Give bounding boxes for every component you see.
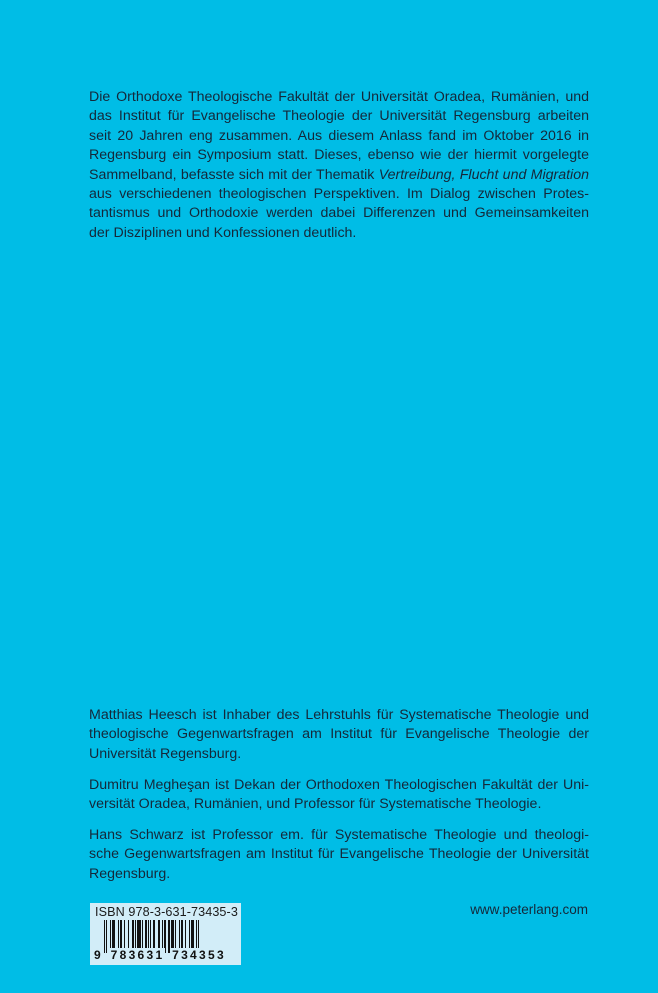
blurb-line: Die Orthodoxe Theologische Fakultät der Universität Oradea, Rumänien, und: [89, 89, 589, 105]
blurb-line-text: Sammelband, befasste sich mit der Thematik: [89, 166, 379, 183]
author-bios: [89, 706, 589, 896]
bio-meghesan: [89, 776, 589, 815]
blurb-line: Regensburg ein Symposium statt. Dieses, ebenso wie der hiermit vorgelegte: [89, 147, 589, 164]
blurb-line: aus verschiedenen theologischen Perspektiven. Im Dialog zwischen Protes-: [89, 186, 589, 203]
bio-schwarz: [89, 826, 589, 884]
barcode-digit-group: 734353: [172, 948, 226, 962]
bio-line: Dumitru Megheşan ist Dekan der Orthodoxen Theologischen Fakultät der Uni-: [89, 776, 589, 793]
blurb-line: das Institut für Evangelische Theologie der Universität Regensburg arbeiten: [89, 108, 589, 125]
bio-line: Hans Schwarz ist Professor em. für Systematische Theologie und theologi-: [89, 827, 589, 844]
barcode-digits: [93, 948, 227, 962]
bio-line: Universität Regensburg.: [89, 745, 242, 762]
bio-line: versität Oradea, Rumänien, und Professor für Systematische Theologie.: [89, 796, 542, 813]
blurb-line: tantismus und Orthodoxie werden dabei Differenzen und Gemeinsamkeiten: [89, 205, 589, 222]
isbn-label: ISBN 978-3-631-73435-3: [95, 905, 238, 919]
blurb-line: [89, 166, 589, 185]
isbn-barcode: [90, 903, 241, 965]
book-title-italic: Vertreibung, Flucht und Migration: [378, 166, 589, 183]
bio-line: Regensburg.: [89, 865, 171, 882]
barcode-digit-group: 9: [94, 948, 103, 962]
bio-line: theologische Gegenwartsfragen am Institut für Evangelische Theologie der: [89, 726, 589, 743]
bio-line: sche Gegenwartsfragen am Institut für Evangelische Theologie der Universität: [89, 846, 589, 863]
blurb-text: [89, 88, 589, 243]
blurb-line: der Disziplinen und Konfessionen deutlich.: [89, 224, 357, 241]
bio-line: Matthias Heesch ist Inhaber des Lehrstuhls für Systematische Theologie und: [89, 707, 589, 723]
blurb-line: seit 20 Jahren eng zusammen. Aus diesem Anlass fand im Oktober 2016 in: [89, 127, 589, 144]
barcode-digit-group: 783631: [110, 948, 165, 962]
bio-heesch: [89, 706, 589, 764]
publisher-url[interactable]: www.peterlang.com: [470, 902, 588, 917]
